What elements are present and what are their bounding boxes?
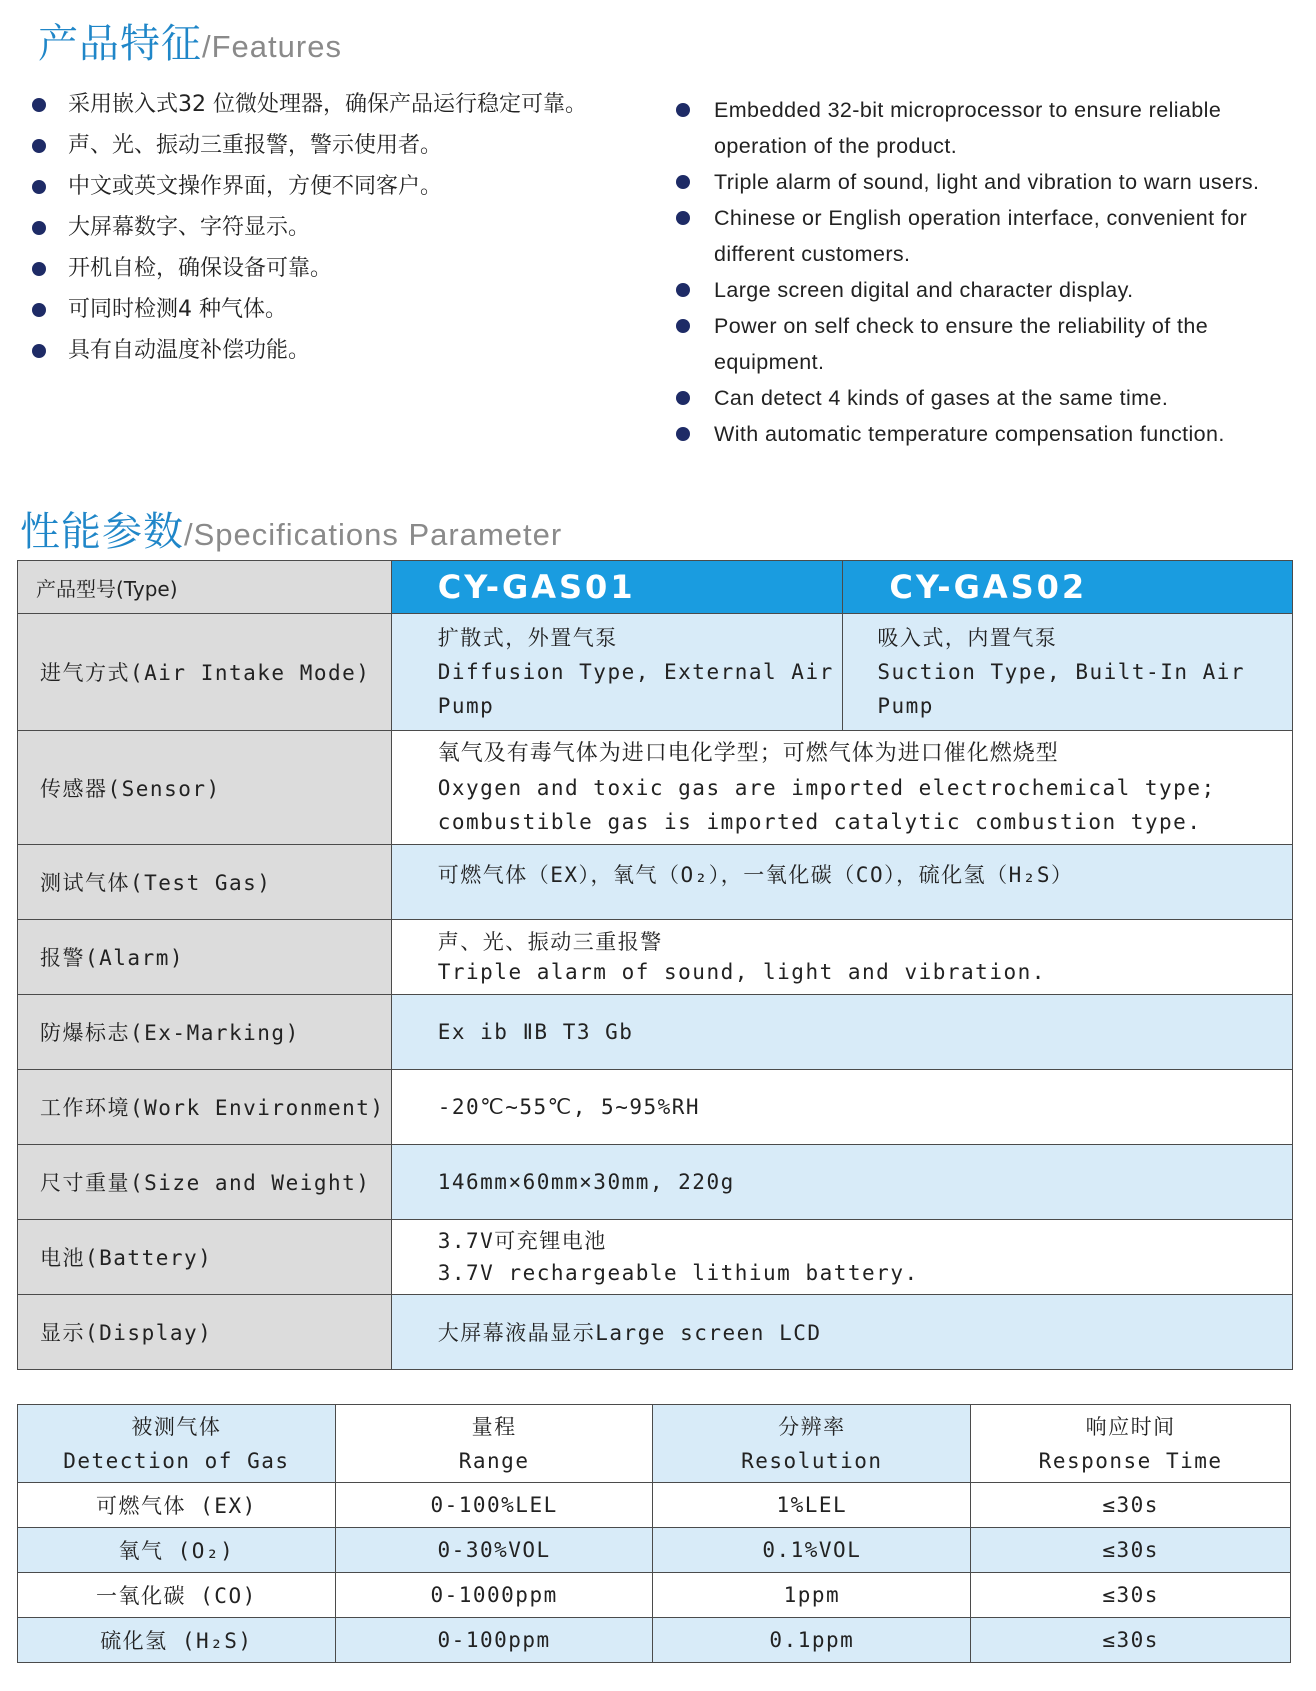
list-item: 大屏幕数字、字符显示。 <box>32 207 612 248</box>
table-row <box>18 1618 1291 1663</box>
gas-response-time: ≤30s <box>971 1573 1291 1618</box>
gas-table <box>17 1404 1291 1663</box>
battery-label: 电池(Battery) <box>18 1220 392 1295</box>
features-list-cn <box>32 84 612 371</box>
table-row <box>18 731 1293 845</box>
gas-response-time: ≤30s <box>971 1618 1291 1663</box>
gas-name: 氧气 (O₂) <box>18 1528 336 1573</box>
gas-response-time: ≤30s <box>971 1483 1291 1528</box>
work-env-label: 工作环境(Work Environment) <box>18 1070 392 1145</box>
list-item: 声、光、振动三重报警，警示使用者。 <box>32 125 612 166</box>
table-row <box>18 1145 1293 1220</box>
gas-range: 0-1000ppm <box>335 1573 653 1618</box>
features-title-cn: 产品特征 <box>38 21 202 67</box>
gas-name: 硫化氢 (H₂S) <box>18 1618 336 1663</box>
table-row <box>18 995 1293 1070</box>
features-title-sep: / <box>202 29 212 64</box>
features-title-en: Features <box>211 29 342 64</box>
bullet-icon <box>32 98 46 112</box>
list-item: 开机自检，确保设备可靠。 <box>32 248 612 289</box>
gas-response-time: ≤30s <box>971 1528 1291 1573</box>
table-row <box>18 614 1293 731</box>
table-row <box>18 1528 1291 1573</box>
specs-title-sep: / <box>184 517 194 552</box>
display-label: 显示(Display) <box>18 1295 392 1370</box>
table-row <box>18 1573 1291 1618</box>
bullet-icon <box>32 344 46 358</box>
spec-table <box>17 560 1293 1370</box>
specs-title-en: Specifications Parameter <box>193 517 563 552</box>
gas-resolution: 0.1%VOL <box>653 1528 971 1573</box>
features-list-en <box>676 92 1301 452</box>
type-label: 产品型号(Type) <box>18 561 392 614</box>
table-row <box>18 1483 1291 1528</box>
bullet-icon <box>676 391 690 405</box>
table-row <box>18 561 1293 614</box>
bullet-icon <box>32 303 46 317</box>
bullet-icon <box>676 427 690 441</box>
features-title <box>38 12 342 69</box>
bullet-icon <box>32 180 46 194</box>
bullet-icon <box>676 283 690 297</box>
table-row <box>18 845 1293 920</box>
size-weight-value: 146mm×60mm×30mm, 220g <box>391 1145 1292 1220</box>
intake-value-model2: 吸入式，内置气泵 Suction Type, Built-In Air Pump <box>843 614 1293 731</box>
sensor-label: 传感器(Sensor) <box>18 731 392 845</box>
bullet-icon <box>32 139 46 153</box>
bullet-icon <box>32 221 46 235</box>
sensor-value: 氧气及有毒气体为进口电化学型；可燃气体为进口催化燃烧型 Oxygen and toxic gas are imported electrochemical type; combustible gas is imported catalytic combustion type. <box>391 731 1292 845</box>
gas-resolution: 1ppm <box>653 1573 971 1618</box>
bullet-icon <box>676 211 690 225</box>
bullet-icon <box>32 262 46 276</box>
battery-value: 3.7V可充锂电池 3.7V rechargeable lithium battery. <box>391 1220 1292 1295</box>
table-row <box>18 920 1293 995</box>
gas-name: 可燃气体 (EX) <box>18 1483 336 1528</box>
ex-marking-label: 防爆标志(Ex-Marking) <box>18 995 392 1070</box>
specs-title-cn: 性能参数 <box>20 509 184 555</box>
bullet-icon <box>676 175 690 189</box>
gas-range: 0-100%LEL <box>335 1483 653 1528</box>
list-item: With automatic temperature compensation function. <box>676 416 1301 452</box>
header-detection-gas: 被测气体 Detection of Gas <box>18 1405 336 1483</box>
header-range: 量程 Range <box>335 1405 653 1483</box>
test-gas-value: 可燃气体（EX），氧气（O₂），一氧化碳（CO），硫化氢（H₂S） <box>391 845 1292 920</box>
list-item: Can detect 4 kinds of gases at the same time. <box>676 380 1301 416</box>
intake-label: 进气方式(Air Intake Mode) <box>18 614 392 731</box>
list-item: 中文或英文操作界面，方便不同客户。 <box>32 166 612 207</box>
list-item: 采用嵌入式32 位微处理器，确保产品运行稳定可靠。 <box>32 84 612 125</box>
table-row <box>18 1220 1293 1295</box>
list-item: Embedded 32-bit microprocessor to ensure reliable operation of the product. <box>676 92 1301 164</box>
gas-range: 0-30%VOL <box>335 1528 653 1573</box>
intake-value-model1: 扩散式，外置气泵 Diffusion Type, External Air Pump <box>391 614 843 731</box>
gas-resolution: 1%LEL <box>653 1483 971 1528</box>
header-response-time: 响应时间 Response Time <box>971 1405 1291 1483</box>
specs-title <box>20 500 562 557</box>
display-value: 大屏幕液晶显示Large screen LCD <box>391 1295 1292 1370</box>
gas-resolution: 0.1ppm <box>653 1618 971 1663</box>
bullet-icon <box>676 103 690 117</box>
gas-range: 0-100ppm <box>335 1618 653 1663</box>
list-item: 具有自动温度补偿功能。 <box>32 330 612 371</box>
model-cy-gas01: CY-GAS01 <box>391 561 843 614</box>
bullet-icon <box>676 319 690 333</box>
work-env-value: -20℃~55℃, 5~95%RH <box>391 1070 1292 1145</box>
list-item: Triple alarm of sound, light and vibration to warn users. <box>676 164 1301 200</box>
alarm-label: 报警(Alarm) <box>18 920 392 995</box>
table-row <box>18 1070 1293 1145</box>
size-weight-label: 尺寸重量(Size and Weight) <box>18 1145 392 1220</box>
gas-name: 一氧化碳 (CO) <box>18 1573 336 1618</box>
table-row <box>18 1295 1293 1370</box>
table-header-row <box>18 1405 1291 1483</box>
header-resolution: 分辨率 Resolution <box>653 1405 971 1483</box>
alarm-value: 声、光、振动三重报警 Triple alarm of sound, light and vibration. <box>391 920 1292 995</box>
list-item: Chinese or English operation interface, convenient for different customers. <box>676 200 1301 272</box>
ex-marking-value: Ex ib ⅡB T3 Gb <box>391 995 1292 1070</box>
test-gas-label: 测试气体(Test Gas) <box>18 845 392 920</box>
list-item: 可同时检测4 种气体。 <box>32 289 612 330</box>
model-cy-gas02: CY-GAS02 <box>843 561 1293 614</box>
list-item: Large screen digital and character display. <box>676 272 1301 308</box>
list-item: Power on self check to ensure the reliability of the equipment. <box>676 308 1301 380</box>
